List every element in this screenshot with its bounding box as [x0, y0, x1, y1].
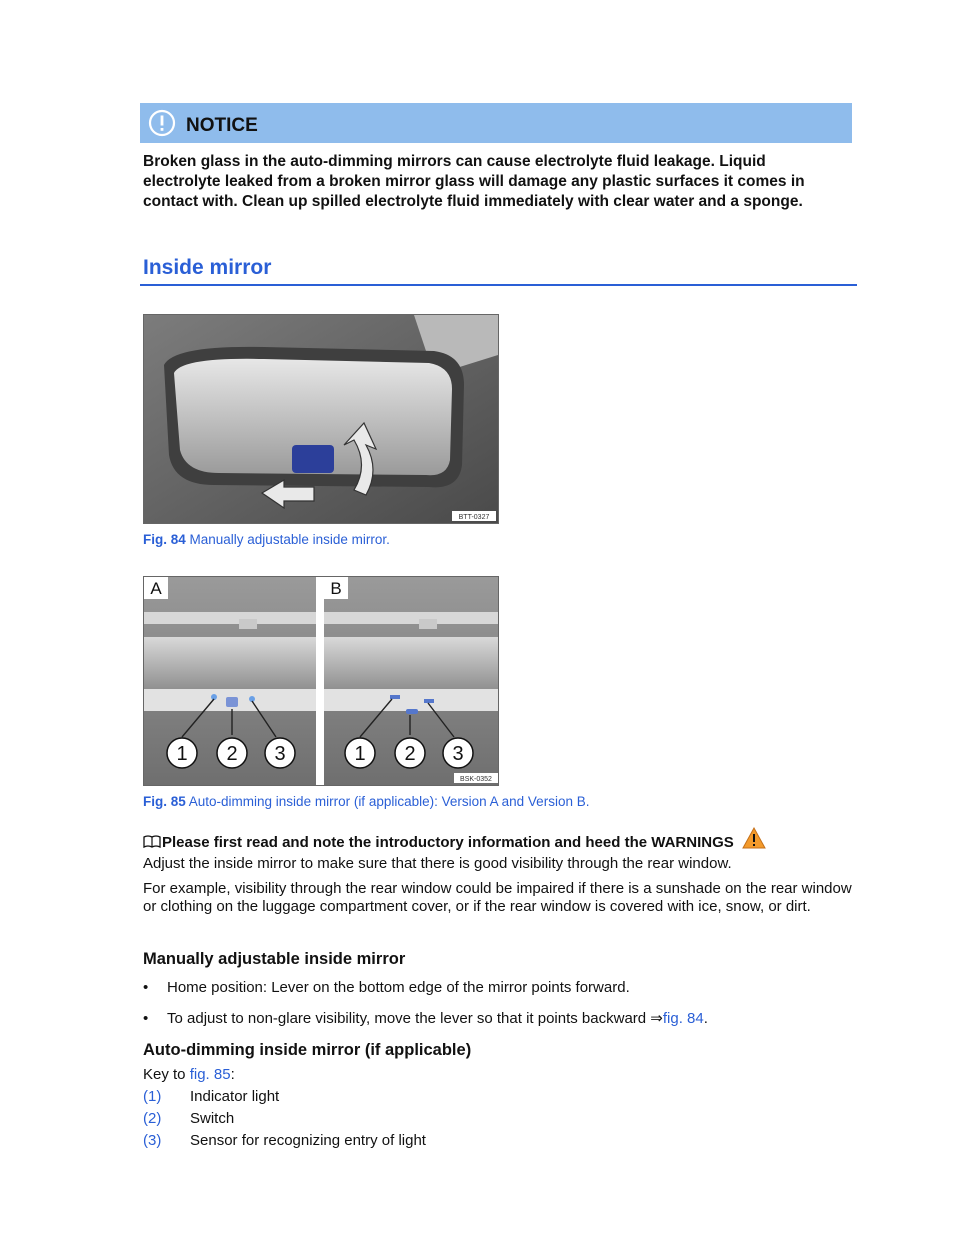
- list-item: [143, 979, 630, 996]
- adjust-paragraph: Adjust the inside mirror to make sure that there is good visibility through the rear window.: [143, 855, 732, 872]
- bullet-icon: •: [143, 979, 149, 996]
- bullet-icon: •: [143, 1010, 149, 1027]
- figure-84-image: [143, 314, 499, 524]
- manual-mirror-heading: Manually adjustable inside mirror: [143, 950, 406, 968]
- figure-85-callout: 3: [452, 743, 464, 765]
- section-title: Inside mirror: [143, 256, 272, 279]
- reference-arrow: ⇒: [650, 1010, 663, 1027]
- bullet-end: .: [703, 1010, 708, 1027]
- key-number: (1): [143, 1088, 162, 1105]
- section-divider: [140, 284, 857, 286]
- figure-85-code: BSK-0352: [460, 776, 492, 783]
- figure-85-label-b: B: [330, 579, 342, 598]
- auto-dimming-heading: Auto-dimming inside mirror (if applicable): [143, 1041, 472, 1059]
- notice-text: Broken glass in the auto-dimming mirrors can cause electrolyte fluid leakage. Liquid electrolyte leaked from a broken mirror glass will damage any plastic surfaces it comes in contact with. Clean up spilled electrolyte fluid immediately with clear water and a sponge.: [143, 153, 805, 210]
- fig-85-link[interactable]: fig. 85: [189, 1066, 231, 1083]
- notice-banner: [140, 103, 852, 143]
- warning-intro: [143, 827, 855, 852]
- example-paragraph: For example, visibility through the rear window could be impaired if there is a sunshade on the rear window or clothing on the luggage compartment cover, or if the rear window is covered with ice, snow, or dirt.: [143, 880, 852, 915]
- figure-84-label: Fig. 84: [143, 532, 186, 547]
- list-item: [143, 1009, 708, 1027]
- figure-85-callout: 1: [354, 743, 366, 765]
- notice-title: NOTICE: [186, 115, 258, 136]
- exclamation-circle-icon: [148, 109, 176, 137]
- key-number: (2): [143, 1110, 162, 1127]
- warning-triangle-icon: [742, 827, 766, 849]
- fig-84-link[interactable]: fig. 84: [662, 1010, 704, 1027]
- key-item: [143, 1088, 279, 1105]
- figure-85-panel-b: [324, 577, 498, 785]
- figure-85-callout: 2: [226, 743, 238, 765]
- key-label: Switch: [190, 1110, 235, 1127]
- figure-85-callout: 1: [176, 743, 188, 765]
- book-icon: [143, 835, 161, 848]
- figure-84-code: BTT-0327: [458, 514, 490, 521]
- figure-85-image: [143, 576, 499, 786]
- bullet-text: To adjust to non-glare visibility, move the lever so that it points backward: [167, 1010, 651, 1027]
- figure-85-caption-text: Auto-dimming inside mirror (if applicable): Version A and Version B.: [185, 794, 590, 809]
- key-text: Key to: [143, 1066, 190, 1083]
- figure-84-caption: [143, 532, 390, 547]
- key-label: Sensor for recognizing entry of light: [190, 1132, 426, 1149]
- figure-85-caption: [143, 794, 589, 809]
- figure-84-caption-text: Manually adjustable inside mirror.: [185, 532, 390, 547]
- key-label: Indicator light: [190, 1088, 280, 1105]
- bullet-text: Home position: Lever on the bottom edge of the mirror points forward.: [167, 979, 630, 996]
- key-item: [143, 1110, 234, 1127]
- figure-85-callout: 3: [274, 743, 286, 765]
- warning-intro-text: Please first read and note the introductory information and heed the WARNINGS: [162, 834, 734, 851]
- key-intro: [143, 1066, 235, 1083]
- figure-85-label: Fig. 85: [143, 794, 186, 809]
- key-colon: :: [230, 1066, 235, 1083]
- key-item: [143, 1132, 426, 1149]
- key-number: (3): [143, 1132, 162, 1149]
- figure-85-callout: 2: [404, 743, 416, 765]
- figure-85-panel-a: [144, 577, 316, 785]
- figure-85-label-a: A: [150, 579, 162, 598]
